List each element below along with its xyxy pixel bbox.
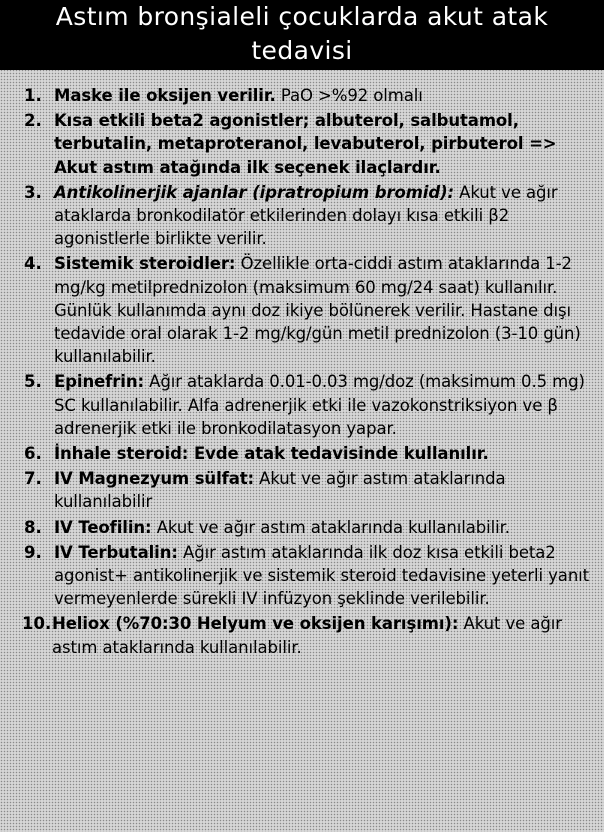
page-title <box>0 0 604 70</box>
item-term: IV Teofilin: <box>54 517 152 537</box>
item-description: Akut ve ağır ataklarda bronkodilatör etkilerinden dolayı kısa etkili β2 agonistlerle birlikte verilir. <box>54 182 558 249</box>
item-term: İnhale steroid: Evde atak tedavisinde kullanılır. <box>54 444 489 464</box>
list-item <box>24 370 598 440</box>
item-text <box>54 370 598 440</box>
list-item <box>24 467 598 513</box>
item-number: 7. <box>24 469 42 489</box>
item-description: PaO >%92 olmalı <box>275 86 423 105</box>
item-number: 5. <box>24 372 42 392</box>
item-term: Heliox (%70:30 Helyum ve oksijen karışımı): <box>52 614 459 634</box>
item-term: Epinefrin: <box>54 372 144 392</box>
item-number: 1. <box>24 86 42 105</box>
item-description: Akut ve ağır astım ataklarında kullanılabilir <box>54 469 506 512</box>
item-text <box>54 467 598 513</box>
item-number: 8. <box>24 517 42 537</box>
item-text <box>54 84 598 107</box>
list-item <box>24 109 598 179</box>
list-item <box>24 612 598 658</box>
item-term: Kısa etkili beta2 agonistler; albuterol, salbutamol, terbutalin, metaproteranol, levabuterol, pirbuterol => Akut astım atağında ilk seçenek ilaçlardır. <box>54 111 557 177</box>
item-text <box>54 516 598 539</box>
item-description: Ağır astım ataklarında ilk doz kısa etkili beta2 agonist+ antikolinerjik ve sistemik steroid tedavisine yeterli yanıt vermeyenlerde sürekli IV infüzyon şeklinde verilebilir. <box>54 542 590 609</box>
item-term: IV Magnezyum sülfat: <box>54 469 255 489</box>
item-text <box>54 181 598 251</box>
title-line-1: Astım bronşialeli çocuklarda akut atak <box>55 2 549 31</box>
list-item <box>24 442 598 465</box>
item-number: 10. <box>22 614 52 634</box>
list-item <box>24 516 598 539</box>
item-description: Ağır ataklarda 0.01-0.03 mg/doz (maksimum 0.5 mg) SC kullanılabilir. Alfa adrenerjik etki ile vazokonstriksiyon ve β adrenerjik etki ile bronkodilatasyon yapar. <box>54 372 585 438</box>
item-description: Özellikle orta-ciddi astım ataklarında 1-2 mg/kg metilprednizolon (maksimum 60 mg/24 saat) kullanılır. Günlük kullanımda aynı doz ikiye bölünerek verilir. Hastane dışı tedavide oral olarak 1-2 mg/kg/gün metil prednizolon (3-10 gün) kullanılabilir. <box>54 254 581 367</box>
item-description: Akut ve ağır astım ataklarında kullanılabilir. <box>151 517 510 537</box>
item-text <box>54 109 598 179</box>
list-item <box>24 181 598 251</box>
item-term: IV Terbutalin: <box>54 542 178 562</box>
item-term: Maske ile oksijen verilir. <box>54 86 276 105</box>
item-number: 9. <box>24 542 42 562</box>
item-number: 3. <box>24 182 42 202</box>
list-item <box>24 541 598 611</box>
item-number: 6. <box>24 444 42 464</box>
item-description: Akut ve ağır astım ataklarında kullanılabilir. <box>52 614 562 657</box>
item-term: Sistemik steroidler: <box>54 254 236 274</box>
item-text <box>54 442 598 465</box>
title-line-2: tedavisi <box>251 36 353 65</box>
item-text <box>54 541 598 611</box>
list-item <box>24 84 598 107</box>
item-text <box>54 252 598 368</box>
treatment-list <box>0 70 604 659</box>
list-item <box>24 252 598 368</box>
item-number: 2. <box>24 111 42 131</box>
item-text <box>52 612 598 658</box>
item-number: 4. <box>24 254 42 274</box>
item-term: Antikolinerjik ajanlar (ipratropium bromid): <box>54 182 455 202</box>
